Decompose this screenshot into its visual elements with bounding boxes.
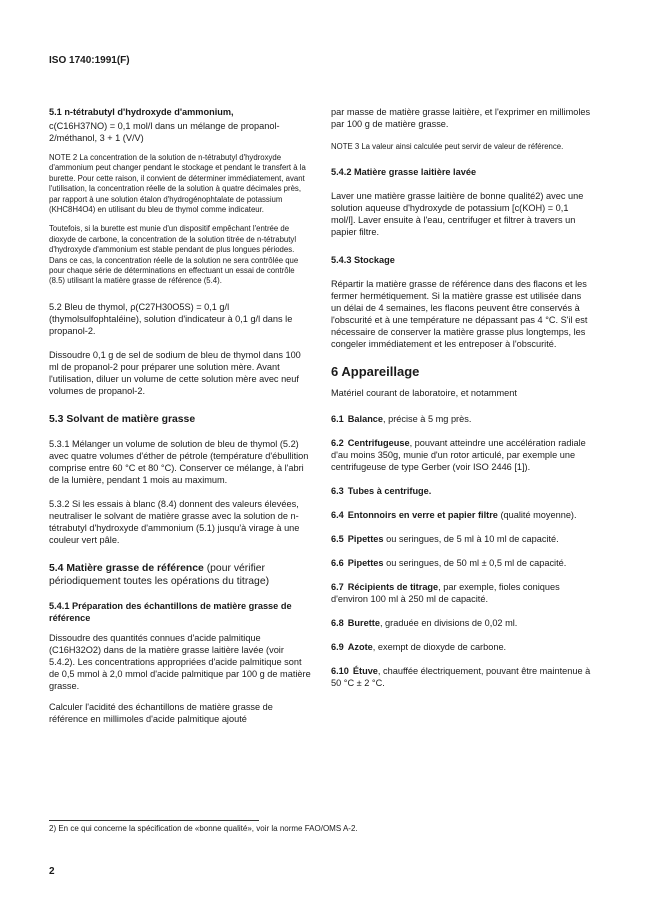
note-2-continued: Toutefois, si la burette est munie d'un dispositif empêchant l'entrée de dioxyde de carbone, la concentration de la solution titrée de n-tétrabutyl d'hydroxyde d'ammonium est stable pendant de plus longues périodes. Dans ce cas, la concentration réelle de la solution ne sera contrôlée que pour chaque série de déterminations en effectuant un essai de contrôle (8.5) utilisant la matière grasse de référence (5.4). xyxy=(49,224,299,286)
apparatus-item: 6.3 Tubes à centrifuge. xyxy=(331,486,432,497)
section-5-2-paragraph: Dissoudre 0,1 g de sel de sodium de bleu de thymol dans 100 ml de propanol-2 pour préparer une solution mère. Avant l'utilisation, diluer un volume de cette solution mère avec neuf volumes de propanol-2. xyxy=(49,349,301,396)
section-5-4-3-body: Répartir la matière grasse de référence dans des flacons et les fermer hermétiquement. Si la matière grasse est utilisée dans un délai de 4 semaines, les flacons peuvent être conservés à l'obscurité et à une température ne dépassant pas 4 °C. S'il est nécessaire de conserver la matière grasse plus longtemps, les congeler immédiatement et les entreposer à l'obscurité. xyxy=(331,279,588,350)
footnote: 2) En ce qui concerne la spécification de «bonne qualité», voir la norme FAO/OMS A-2. xyxy=(49,824,358,833)
apparatus-item: 6.4 Entonnoirs en verre et papier filtre (qualité moyenne). xyxy=(331,510,577,521)
section-5-1-title: 5.1 n-tétrabutyl d'hydroxyde d'ammonium, xyxy=(49,107,234,117)
apparatus-item: 6.10 Étuve, chauffée électriquement, pouvant être maintenue à 50 °C ± 2 °C. xyxy=(331,666,591,689)
apparatus-item: 6.1 Balance, précise à 5 mg près. xyxy=(331,414,472,425)
section-5-4-heading: 5.4 Matière grasse de référence xyxy=(49,562,204,574)
section-5-4-1-paragraph-2: Calculer l'acidité des échantillons de matière grasse de référence en millimoles d'acide palmitique ajouté xyxy=(49,701,273,724)
apparatus-item: 6.6 Pipettes ou seringues, de 50 ml ± 0,5 ml de capacité. xyxy=(331,558,567,569)
footnote-divider xyxy=(49,820,259,821)
apparatus-item: 6.2 Centrifugeuse, pouvant atteindre une accélération radiale d'au moins 350g, munie d'un rotor articulé, par exemple une centrifugeuse de type Gerber (voir ISO 2446 [1]). xyxy=(331,438,586,473)
apparatus-item: 6.7 Récipients de titrage, par exemple, fioles coniques d'environ 100 ml à 250 ml de capacité. xyxy=(331,582,560,605)
document-header: ISO 1740:1991(F) xyxy=(49,55,130,66)
section-5-4-title xyxy=(49,562,311,588)
apparatus-item: 6.8 Burette, graduée en divisions de 0,02 ml. xyxy=(331,618,518,629)
section-6-title: 6 Appareillage xyxy=(331,364,420,380)
section-5-3-2: 5.3.2 Si les essais à blanc (8.4) donnent des valeurs élevées, neutraliser le solvant de matière grasse avec la solution de n-tétrabutyl d'hydroxyde d'ammonium (5.1) jusqu'à virage à une couleur vert pâle. xyxy=(49,498,300,545)
page-number: 2 xyxy=(49,866,55,877)
section-6-intro: Matériel courant de laboratoire, et notamment xyxy=(331,388,517,399)
note-2: NOTE 2 La concentration de la solution de n-tétrabutyl d'hydroxyde d'ammonium peut changer pendant le stockage et pendant le transfert à la burette. Pour cette raison, il convient de déterminer immédiatement, avant l'utilisation, la concentration réelle de la solution à quatre décimales près, par rapport à une solution étalon d'hydrogénophtalate de potassium (KHC8H4O4) en utilisant du bleu de thymol comme indicateur. xyxy=(49,153,306,215)
section-5-4-2-body: Laver une matière grasse laitière de bonne qualité2) avec une solution aqueuse d'hydroxyde de potassium [c(KOH) = 0,1 mol/l]. Laver ensuite à l'eau, centrifuger et filtrer à travers un papier filtre. xyxy=(331,191,584,238)
section-5-4-2-title: 5.4.2 Matière grasse laitière lavée xyxy=(331,167,477,178)
section-5-4-1-title: 5.4.1 Préparation des échantillons de matière grasse de référence xyxy=(49,600,292,623)
note-3: NOTE 3 La valeur ainsi calculée peut servir de valeur de référence. xyxy=(331,142,564,151)
left-column xyxy=(49,106,311,734)
section-5-3-title: 5.3 Solvant de matière grasse xyxy=(49,413,196,425)
section-5-4-1-continued: par masse de matière grasse laitière, et l'exprimer en millimoles par 100 g de matière grasse. xyxy=(331,107,591,129)
section-5-4-1-paragraph-1: Dissoudre des quantités connues d'acide palmitique (C16H32O2) dans de la matière grasse laitière lavée (voir 5.4.2). Les concentrations appropriées d'acide palmitique sont de 0,5 mmol à 2,0 mmol d'acide palmitique par 100 g de matière grasse. xyxy=(49,632,311,691)
section-5-4-subtitle: (pour vérifier périodiquement toutes les opérations du titrage) xyxy=(49,562,270,587)
section-5-4-3-title: 5.4.3 Stockage xyxy=(331,255,395,266)
section-5-3-1: 5.3.1 Mélanger un volume de solution de bleu de thymol (5.2) avec quatre volumes d'éther de pétrole (température d'ébullition comprise entre 60 °C et 80 °C). Conserver ce mélange, à l'abri de la lumière, pendant 1 mois au maximum. xyxy=(49,438,309,485)
apparatus-item: 6.9 Azote, exempt de dioxyde de carbone. xyxy=(331,642,507,653)
right-column xyxy=(331,106,593,701)
section-5-1-body: c(C16H37NO) = 0,1 mol/l dans un mélange de propanol-2/méthanol, 3 + 1 (V/V) xyxy=(49,121,280,143)
section-5-2: 5.2 Bleu de thymol, ρ(C27H30O5S) = 0,1 g/l (thymolsulfophtaléine), solution d'indicateur à 0,1 g/l dans le propanol-2. xyxy=(49,301,293,336)
apparatus-item: 6.5 Pipettes ou seringues, de 5 ml à 10 ml de capacité. xyxy=(331,534,559,545)
